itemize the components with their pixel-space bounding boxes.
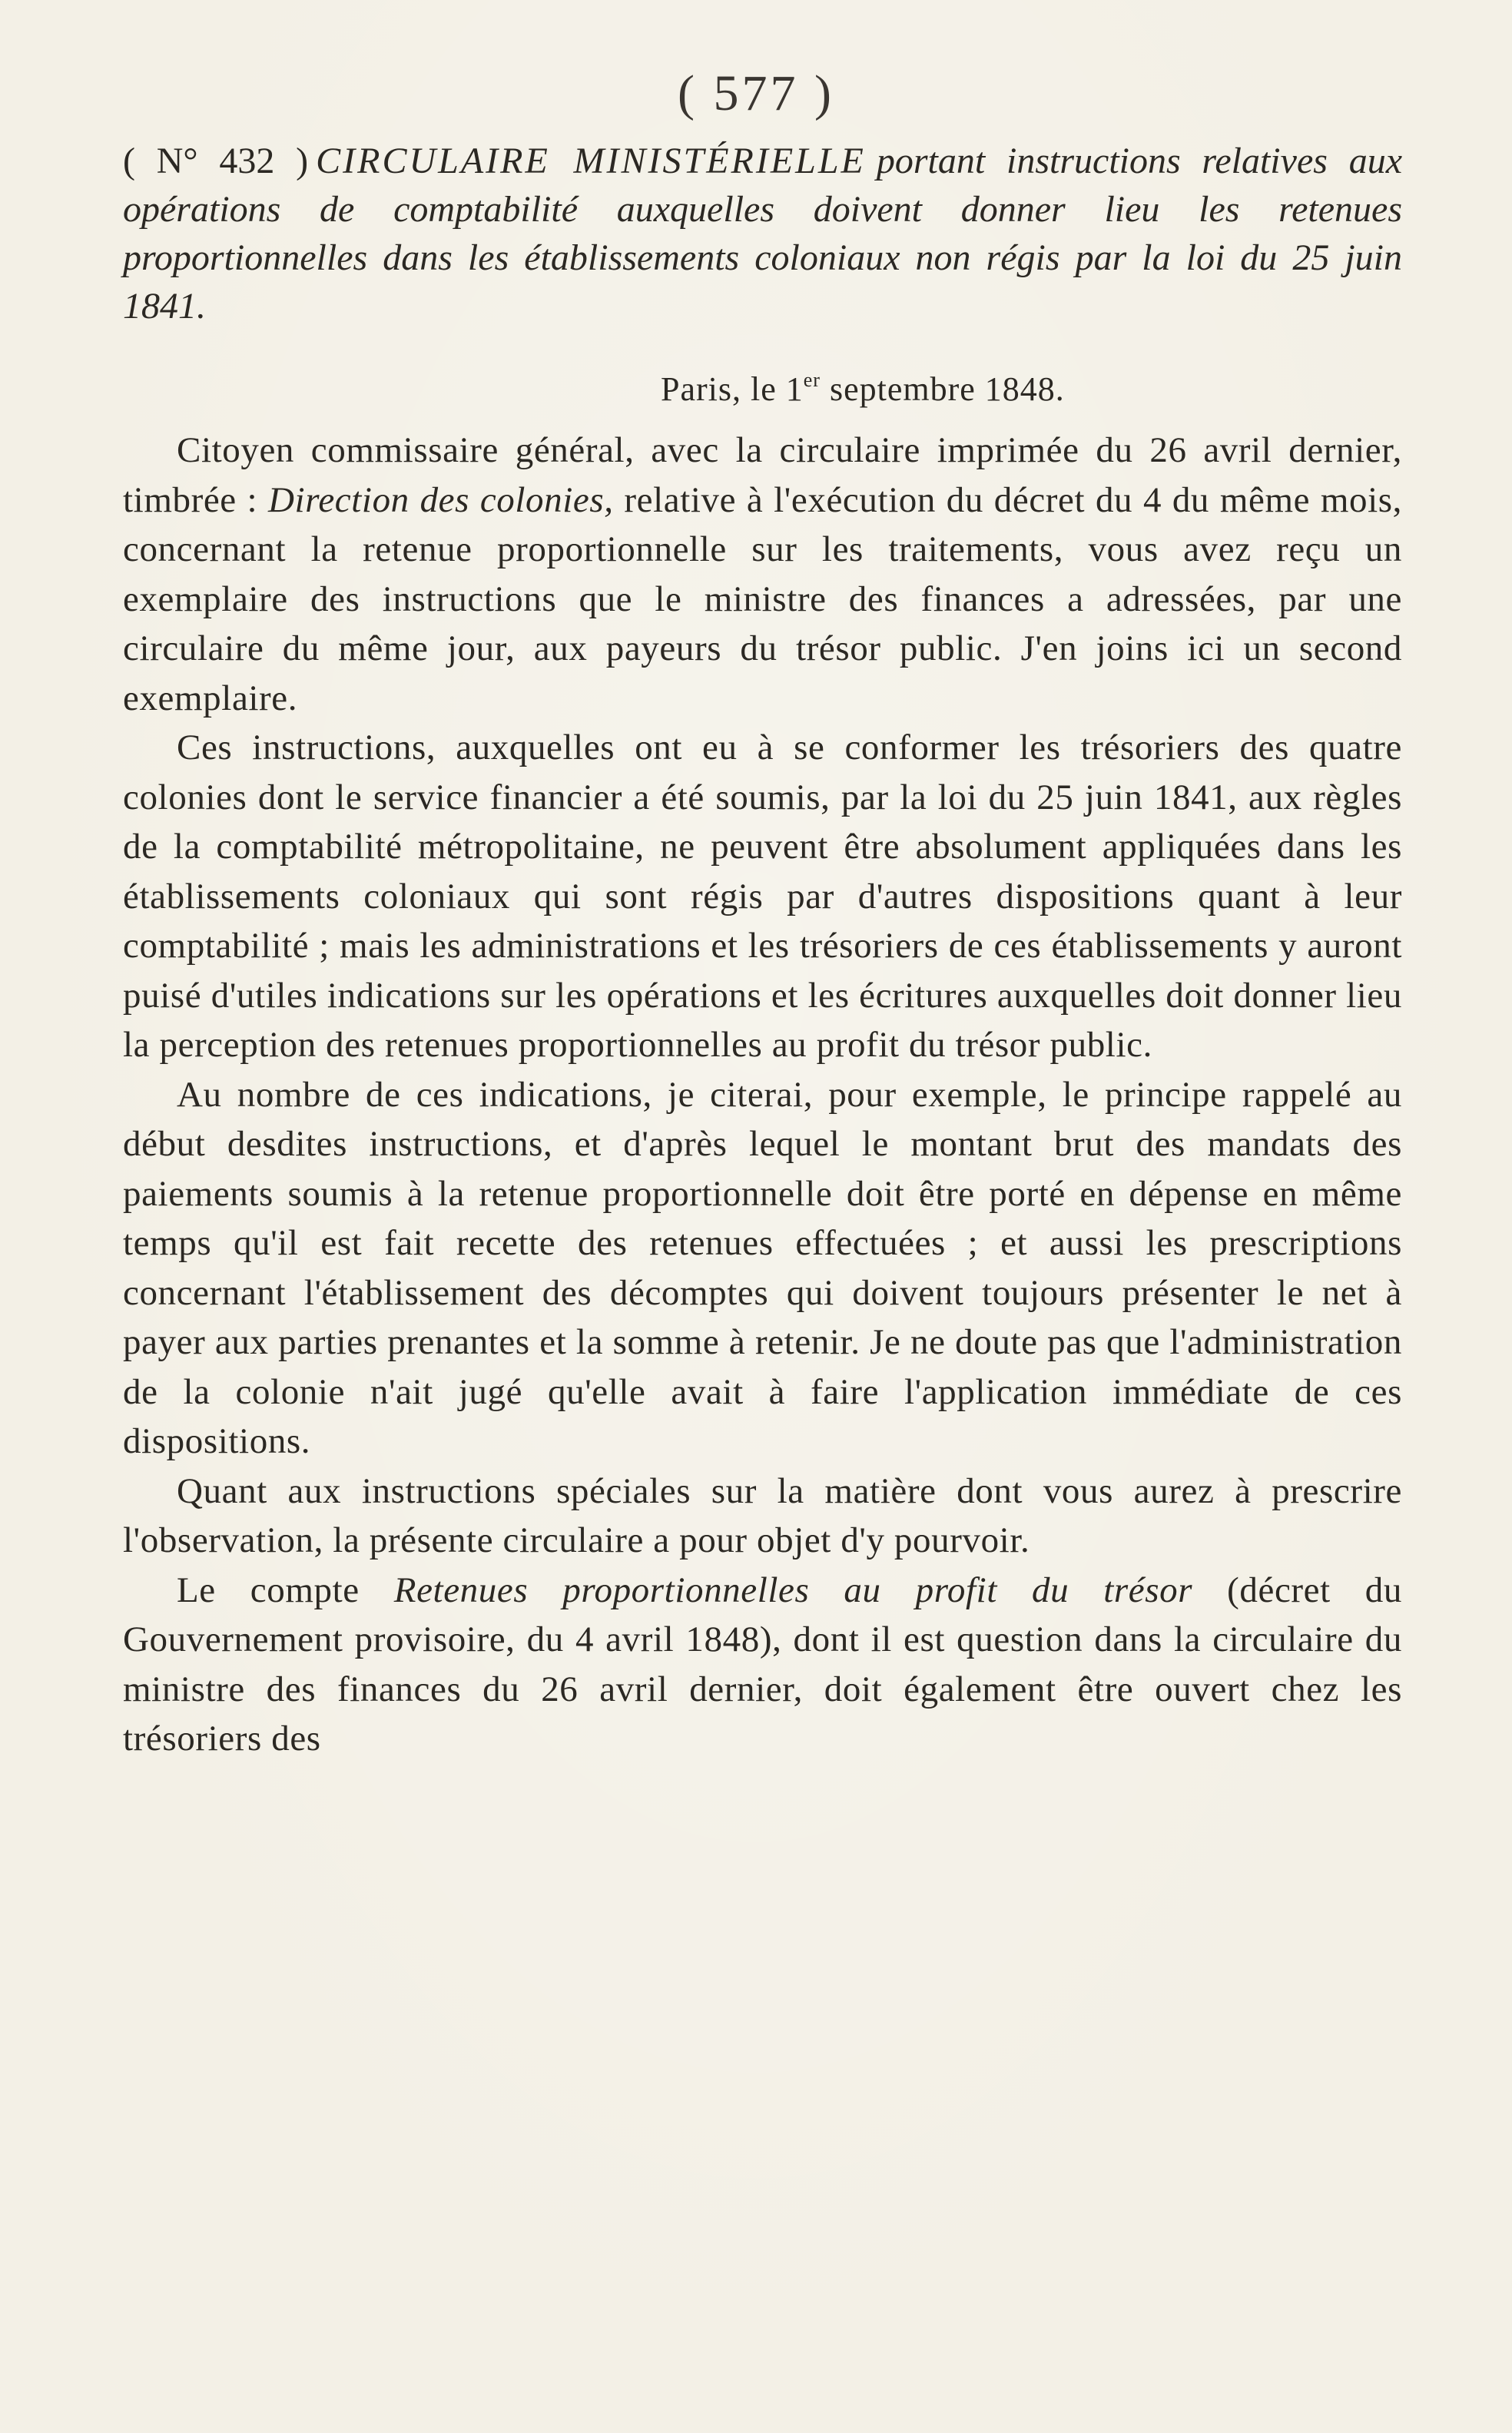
paragraph: Au nombre de ces indications, je citerai, pour exemple, le principe rappelé au début desdites instructions, et d'après lequel le montant brut des mandats des paiements soumis à la retenue proportionnelle doit être porté en dépense en même temps qu'il est fait recette des retenues effectuées ; et aussi les prescriptions concernant l'établissement des décomptes qui doivent toujours présenter le net à payer aux parties prenantes et la somme à retenir. Je ne doute pas que l'administration de la colonie n'ait jugé qu'elle avait à faire l'application immédiate de ces dispositions.	[123, 1074, 1402, 1461]
paragraph: Quant aux instructions spéciales sur la matière dont vous aurez à prescrire l'observation, la présente circulaire a pour objet d'y pourvoir.	[123, 1470, 1402, 1560]
page-number: ( 577 )	[678, 65, 834, 121]
circular-number: ( N° 432 )	[123, 141, 309, 181]
emphasis-text: Retenues proportionnelles au profit du trésor	[393, 1570, 1193, 1610]
circular-subject: portant instructions relatives aux opérations de comptabilité auxquelles doivent donner lieu les retenues proportionnelles dans les établissements coloniaux non régis par la loi du 25 juin 1841.	[123, 141, 1402, 326]
dateline-superscript: er	[803, 369, 821, 391]
body-text	[123, 426, 1402, 1764]
dateline: Paris, le 1er septembre 1848.	[661, 369, 1065, 408]
circular-title: CIRCULAIRE MINISTÉRIELLE	[316, 141, 866, 181]
circular-heading	[123, 137, 1402, 330]
paragraph: Le compte Retenues proportionnelles au profit du trésor (décret du Gouvernement provisoire, du 4 avril 1848), dont il est question dans la circulaire du ministre des finances du 26 avril dernier, doit également être ouvert chez les trésoriers des	[123, 1570, 1402, 1758]
paragraph: Citoyen commissaire général, avec la circulaire imprimée du 26 avril dernier, timbrée : Direction des colonies, relative à l'exécution du décret du 4 du même mois, concernant la retenue proportionnelle sur les traitements, vous avez reçu un exemplaire des instructions que le ministre des finances a adressées, par une circulaire du même jour, aux payeurs du trésor public. J'en joins ici un second exemplaire.	[123, 430, 1403, 718]
emphasis-text: Direction des colonies,	[268, 479, 614, 520]
paragraph: Ces instructions, auxquelles ont eu à se conformer les trésoriers des quatre colonies dont le service financier a été soumis, par la loi du 25 juin 1841, aux règles de la comptabilité métropolitaine, ne peuvent être absolument appliquées dans les établissements coloniaux qui sont régis par d'autres dispositions quant à leur comptabilité ; mais les administrations et les trésoriers de ces établissements y auront puisé d'utiles indications sur les opérations et les écritures auxquelles doit donner lieu la perception des retenues proportionnelles au profit du trésor public.	[123, 728, 1402, 1065]
